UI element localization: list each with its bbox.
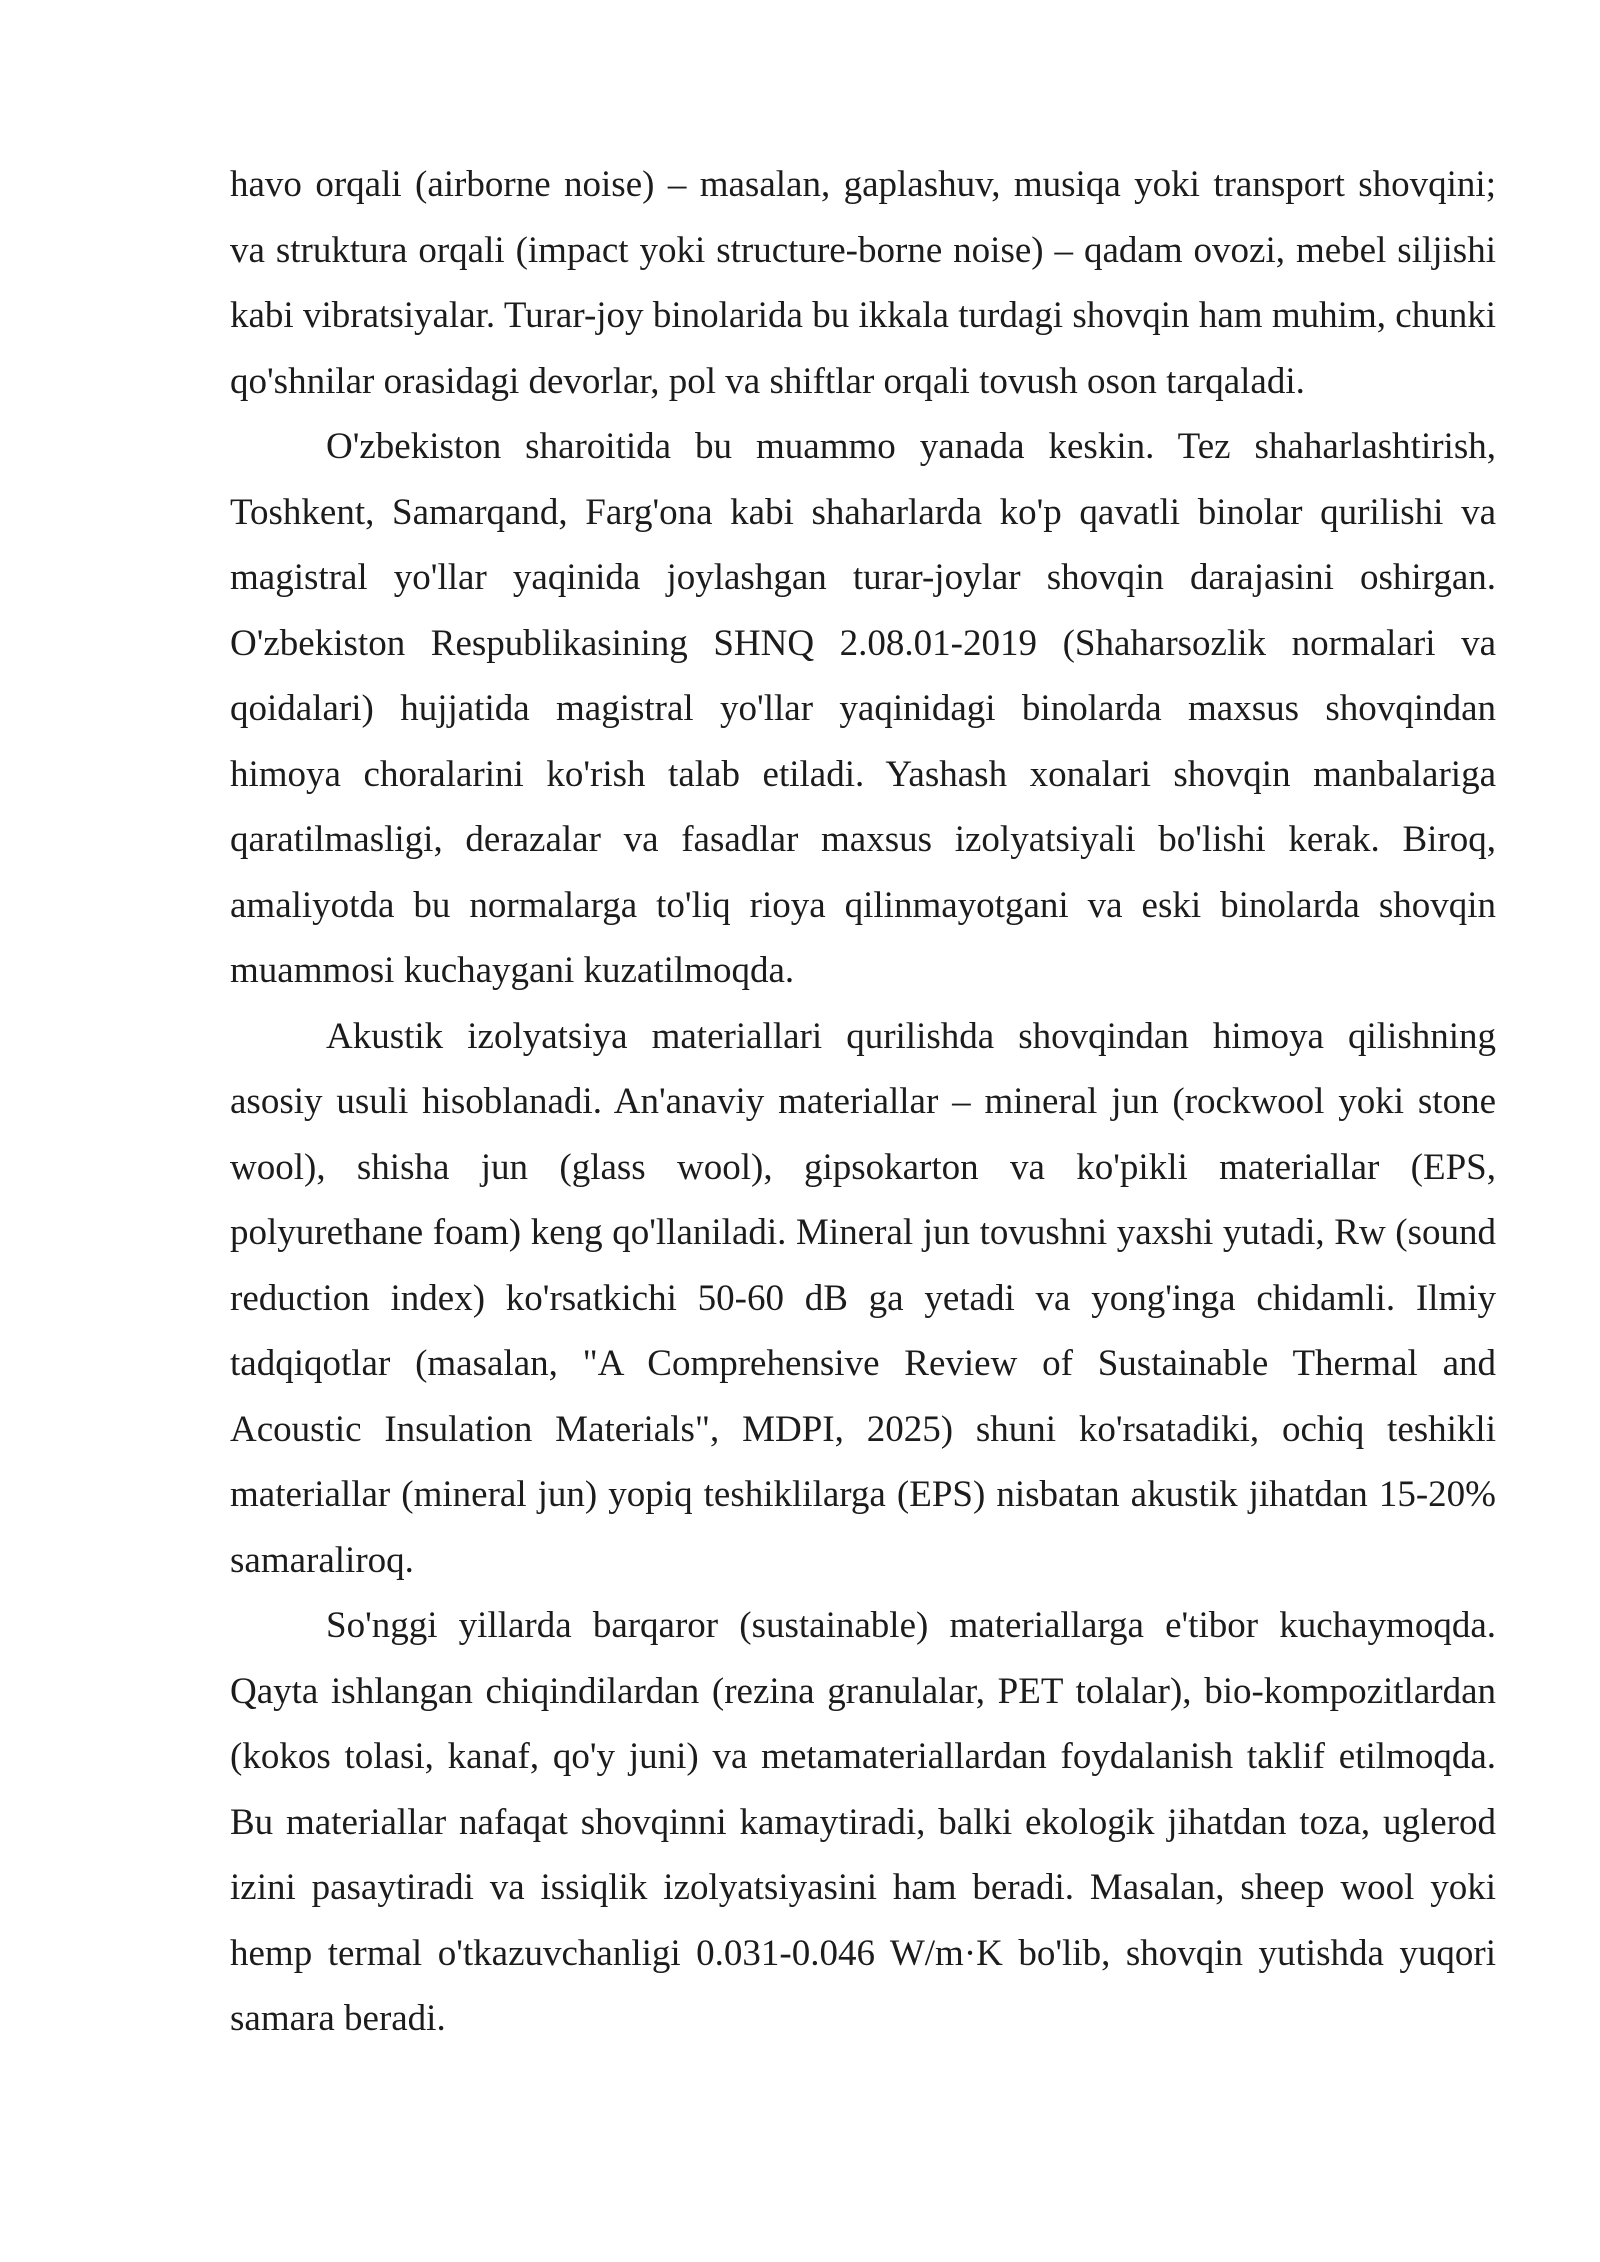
- paragraph-noise-types: havo orqali (airborne noise) – masalan, gaplashuv, musiqa yoki transport shovqini; va struktura orqali (impact yoki structure-borne noise) – qadam ovozi, mebel siljishi kabi vibratsiyalar. Turar-joy binolarida bu ikkala turdagi shovqin ham muhim, chunki qo'shnilar orasidagi devorlar, pol va shiftlar orqali tovush oson tarqaladi.: [230, 164, 1496, 402]
- paragraph-acoustic-materials: Akustik izolyatsiya materiallari qurilishda shovqindan himoya qilishning asosiy usuli hisoblanadi. An'anaviy materiallar – mineral jun (rockwool yoki stone wool), shisha jun (glass wool), gipsokarton va ko'pikli materiallar (EPS, polyurethane foam) keng qo'llaniladi. Mineral jun tovushni yaxshi yutadi, Rw (sound reduction index) ko'rsatkichi 50-60 dB ga yetadi va yong'inga chidamli. Ilmiy tadqiqotlar (masalan, "A Comprehensive Review of Sustainable Thermal and Acoustic Insulation Materials", MDPI, 2025) shuni ko'rsatadiki, ochiq teshikli materiallar (mineral jun) yopiq teshiklilarga (EPS) nisbatan akustik jihatdan 15-20% samaraliroq.: [230, 1015, 1496, 1581]
- body-text: [230, 152, 1496, 2052]
- paragraph-uzbekistan-context: O'zbekiston sharoitida bu muammo yanada keskin. Tez shaharlashtirish, Toshkent, Samarqand, Farg'ona kabi shaharlarda ko'p qavatli binolar qurilishi va magistral yo'llar yaqinida joylashgan turar-joylar shovqin darajasini oshirgan. O'zbekiston Respublikasining SHNQ 2.08.01-2019 (Shaharsozlik normalari va qoidalari) hujjatida magistral yo'llar yaqinidagi binolarda maxsus shovqindan himoya choralarini ko'rish talab etiladi. Yashash xonalari shovqin manbalariga qaratilmasligi, derazalar va fasadlar maxsus izolyatsiyali bo'lishi kerak. Biroq, amaliyotda bu normalarga to'liq rioya qilinmayotgani va eski binolarda shovqin muammosi kuchaygani kuzatilmoqda.: [230, 426, 1496, 991]
- paragraph-sustainable-materials: So'nggi yillarda barqaror (sustainable) materiallarga e'tibor kuchaymoqda. Qayta ishlangan chiqindilardan (rezina granulalar, PET tolalar), bio-kompozitlardan (kokos tolasi, kanaf, qo'y juni) va metamateriallardan foydalanish taklif etilmoqda. Bu materiallar nafaqat shovqinni kamaytiradi, balki ekologik jihatdan toza, uglerod izini pasaytiradi va issiqlik izolyatsiyasini ham beradi. Masalan, sheep wool yoki hemp termal o'tkazuvchanligi 0.031-0.046 W/m·K bo'lib, shovqin yutishda yuqori samara beradi.: [230, 1605, 1496, 2039]
